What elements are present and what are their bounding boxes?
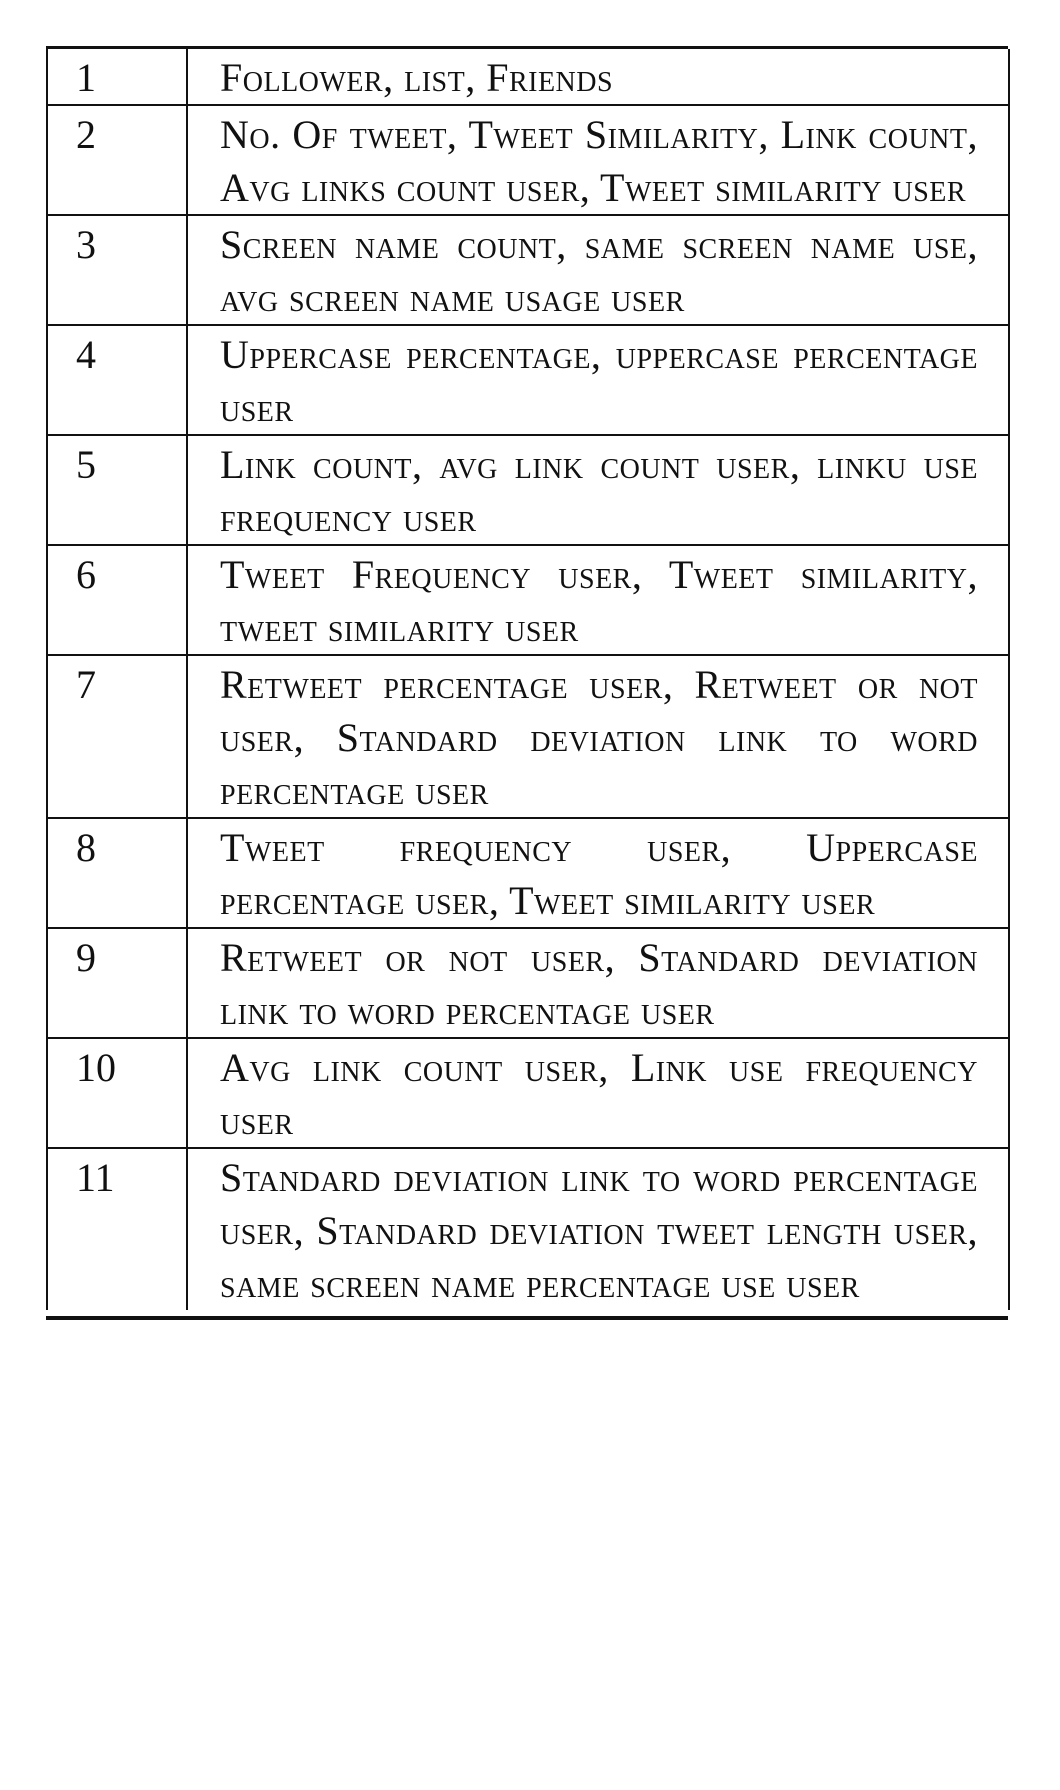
row-features: No. Of tweet, Tweet Similarity, Link count, Avg links count user, Tweet similarity user [187,105,1009,215]
row-number: 10 [47,1038,187,1148]
row-features: Follower, list, Friends [187,49,1009,105]
row-features: Tweet Frequency user, Tweet similarity, tweet similarity user [187,545,1009,655]
row-number: 8 [47,818,187,928]
table-row [47,105,1009,215]
bottom-rule [46,1316,1008,1320]
row-features: Screen name count, same screen name use, avg screen name usage user [187,215,1009,325]
row-features: Retweet percentage user, Retweet or not user, Standard deviation link to word percentage user [187,655,1009,818]
row-number: 6 [47,545,187,655]
table-row [47,1148,1009,1310]
table-row [47,215,1009,325]
row-number: 3 [47,215,187,325]
row-number: 1 [47,49,187,105]
row-features: Link count, avg link count user, linku use frequency user [187,435,1009,545]
feature-table-body [46,49,1010,1310]
row-number: 4 [47,325,187,435]
row-number: 5 [47,435,187,545]
table-row [47,928,1009,1038]
table-row [47,655,1009,818]
row-features: Retweet or not user, Standard deviation link to word percentage user [187,928,1009,1038]
table-row [47,818,1009,928]
row-number: 9 [47,928,187,1038]
row-number: 2 [47,105,187,215]
row-number: 7 [47,655,187,818]
table-row [47,49,1009,105]
row-number: 11 [47,1148,187,1310]
row-features: Uppercase percentage, uppercase percentage user [187,325,1009,435]
table-row [47,435,1009,545]
table-row [47,1038,1009,1148]
feature-table [46,46,1008,1320]
table-row [47,325,1009,435]
row-features: Tweet frequency user, Uppercase percentage user, Tweet similarity user [187,818,1009,928]
table-row [47,545,1009,655]
row-features: Avg link count user, Link use frequency user [187,1038,1009,1148]
row-features: Standard deviation link to word percentage user, Standard deviation tweet length user, same screen name percentage use user [187,1148,1009,1310]
